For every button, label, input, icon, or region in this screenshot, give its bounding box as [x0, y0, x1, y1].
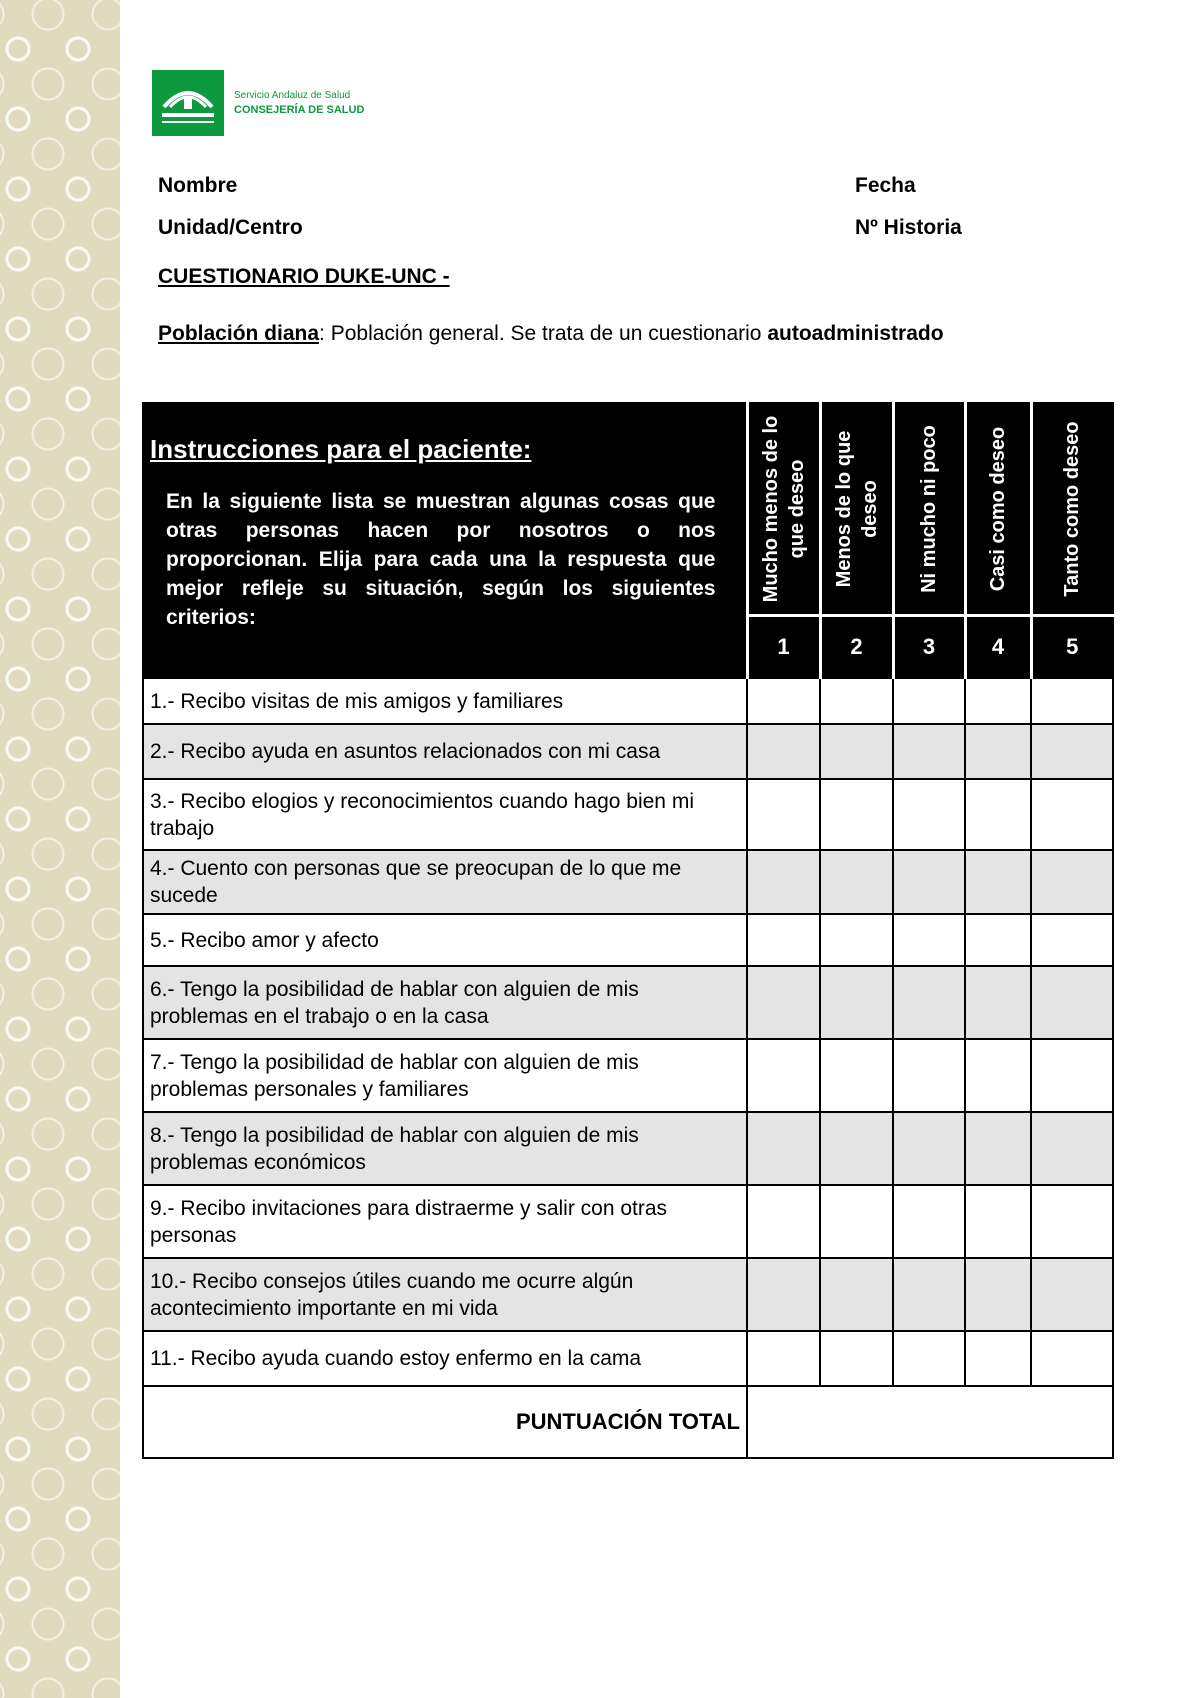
- column-header-1: Mucho menos de lo que deseo: [747, 403, 820, 616]
- instructions-cell: [143, 403, 747, 678]
- answer-cell[interactable]: [820, 1039, 893, 1112]
- table-row: [143, 678, 1113, 724]
- answer-cell[interactable]: [747, 1185, 820, 1258]
- answer-cell[interactable]: [747, 1039, 820, 1112]
- instructions-body: En la siguiente lista se muestran algunas cosas que otras personas hacen por nosotros o nos proporcionan. Elija para cada una la respuesta que mejor refleje su situación, según los siguientes criterios:: [166, 490, 716, 629]
- total-label: PUNTUACIÓN TOTAL: [143, 1386, 747, 1458]
- column-header-4: Casi como deseo: [965, 403, 1031, 616]
- column-header-5: Tanto como deseo: [1031, 403, 1113, 616]
- question-text: 9.- Recibo invitaciones para distraerme y salir con otras personas: [143, 1185, 747, 1258]
- question-text: 5.- Recibo amor y afecto: [143, 914, 747, 966]
- answer-cell[interactable]: [820, 1258, 893, 1331]
- target-text: : Población general. Se trata de un cuestionario: [319, 322, 762, 345]
- answer-cell[interactable]: [747, 850, 820, 914]
- table-row: [143, 850, 1113, 914]
- target-label: Población diana: [158, 322, 320, 345]
- table-row: [143, 724, 1113, 779]
- logo-line-2: CONSEJERÍA DE SALUD: [234, 104, 365, 116]
- column-number-2: 2: [820, 616, 893, 679]
- logo-line-1: Servicio Andaluz de Salud: [234, 90, 351, 101]
- column-number-4: 4: [965, 616, 1031, 679]
- answer-cell[interactable]: [820, 850, 893, 914]
- question-text: 11.- Recibo ayuda cuando estoy enfermo en la cama: [143, 1331, 747, 1386]
- answer-cell[interactable]: [1031, 724, 1113, 779]
- target-population: [158, 320, 1058, 348]
- answer-cell[interactable]: [1031, 1039, 1113, 1112]
- answer-cell[interactable]: [1031, 1331, 1113, 1386]
- answer-cell[interactable]: [820, 724, 893, 779]
- table-row: [143, 1258, 1113, 1331]
- fecha-label: Fecha: [855, 174, 916, 197]
- table-row: [143, 966, 1113, 1039]
- question-text: 4.- Cuento con personas que se preocupan de lo que me sucede: [143, 850, 747, 914]
- unidad-label: Unidad/Centro: [158, 216, 303, 239]
- table-row: [143, 1331, 1113, 1386]
- answer-cell[interactable]: [1031, 966, 1113, 1039]
- instructions-title: Instrucciones para el paciente:: [150, 434, 532, 464]
- answer-cell[interactable]: [965, 1258, 1031, 1331]
- answer-cell[interactable]: [893, 779, 965, 850]
- question-text: 6.- Tengo la posibilidad de hablar con alguien de mis problemas en el trabajo o en la casa: [143, 966, 747, 1039]
- answer-cell[interactable]: [747, 678, 820, 724]
- column-number-3: 3: [893, 616, 965, 679]
- answer-cell[interactable]: [893, 1185, 965, 1258]
- column-header-3: Ni mucho ni poco: [893, 403, 965, 616]
- answer-cell[interactable]: [820, 914, 893, 966]
- question-text: 7.- Tengo la posibilidad de hablar con alguien de mis problemas personales y familiares: [143, 1039, 747, 1112]
- answer-cell[interactable]: [820, 1112, 893, 1185]
- table-row: [143, 779, 1113, 850]
- sas-logo: [152, 70, 364, 136]
- table-row: [143, 1039, 1113, 1112]
- answer-cell[interactable]: [893, 724, 965, 779]
- nombre-label: Nombre: [158, 174, 238, 197]
- question-text: 3.- Recibo elogios y reconocimientos cuando hago bien mi trabajo: [143, 779, 747, 850]
- answer-cell[interactable]: [893, 1039, 965, 1112]
- answer-cell[interactable]: [1031, 1185, 1113, 1258]
- total-score-field[interactable]: [747, 1386, 1113, 1458]
- answer-cell[interactable]: [747, 1112, 820, 1185]
- table-row: [143, 1112, 1113, 1185]
- table-row: [143, 914, 1113, 966]
- answer-cell[interactable]: [965, 779, 1031, 850]
- answer-cell[interactable]: [820, 966, 893, 1039]
- answer-cell[interactable]: [965, 1112, 1031, 1185]
- questionnaire-title: CUESTIONARIO DUKE-UNC -: [158, 265, 450, 288]
- question-text: 10.- Recibo consejos útiles cuando me ocurre algún acontecimiento importante en mi vida: [143, 1258, 747, 1331]
- answer-cell[interactable]: [965, 1331, 1031, 1386]
- answer-cell[interactable]: [820, 1331, 893, 1386]
- answer-cell[interactable]: [893, 678, 965, 724]
- table-row: [143, 1185, 1113, 1258]
- answer-cell[interactable]: [893, 1258, 965, 1331]
- answer-cell[interactable]: [965, 1185, 1031, 1258]
- answer-cell[interactable]: [893, 966, 965, 1039]
- answer-cell[interactable]: [820, 779, 893, 850]
- answer-cell[interactable]: [893, 914, 965, 966]
- question-text: 1.- Recibo visitas de mis amigos y familiares: [143, 678, 747, 724]
- target-bold: autoadministrado: [767, 322, 944, 345]
- answer-cell[interactable]: [747, 966, 820, 1039]
- answer-cell[interactable]: [965, 850, 1031, 914]
- questionnaire-table: [142, 402, 1114, 1459]
- total-row: [143, 1386, 1113, 1458]
- answer-cell[interactable]: [747, 914, 820, 966]
- answer-cell[interactable]: [965, 678, 1031, 724]
- historia-label: Nº Historia: [855, 216, 962, 239]
- logo-emblem-icon: [152, 70, 224, 136]
- answer-cell[interactable]: [747, 1331, 820, 1386]
- answer-cell[interactable]: [747, 1258, 820, 1331]
- column-header-2: Menos de lo que deseo: [820, 403, 893, 616]
- answer-cell[interactable]: [747, 779, 820, 850]
- answer-cell[interactable]: [1031, 1258, 1113, 1331]
- answer-cell[interactable]: [965, 724, 1031, 779]
- answer-cell[interactable]: [1031, 1112, 1113, 1185]
- answer-cell[interactable]: [820, 1185, 893, 1258]
- answer-cell[interactable]: [893, 850, 965, 914]
- answer-cell[interactable]: [965, 966, 1031, 1039]
- answer-cell[interactable]: [747, 724, 820, 779]
- question-text: 2.- Recibo ayuda en asuntos relacionados con mi casa: [143, 724, 747, 779]
- answer-cell[interactable]: [1031, 914, 1113, 966]
- answer-cell[interactable]: [965, 1039, 1031, 1112]
- answer-cell[interactable]: [893, 1112, 965, 1185]
- column-number-5: 5: [1031, 616, 1113, 679]
- answer-cell[interactable]: [893, 1331, 965, 1386]
- column-number-1: 1: [747, 616, 820, 679]
- decorative-side-strip: [0, 0, 120, 1698]
- answer-cell[interactable]: [820, 678, 893, 724]
- answer-cell[interactable]: [965, 914, 1031, 966]
- answer-cell[interactable]: [1031, 678, 1113, 724]
- answer-cell[interactable]: [1031, 779, 1113, 850]
- question-text: 8.- Tengo la posibilidad de hablar con alguien de mis problemas económicos: [143, 1112, 747, 1185]
- answer-cell[interactable]: [1031, 850, 1113, 914]
